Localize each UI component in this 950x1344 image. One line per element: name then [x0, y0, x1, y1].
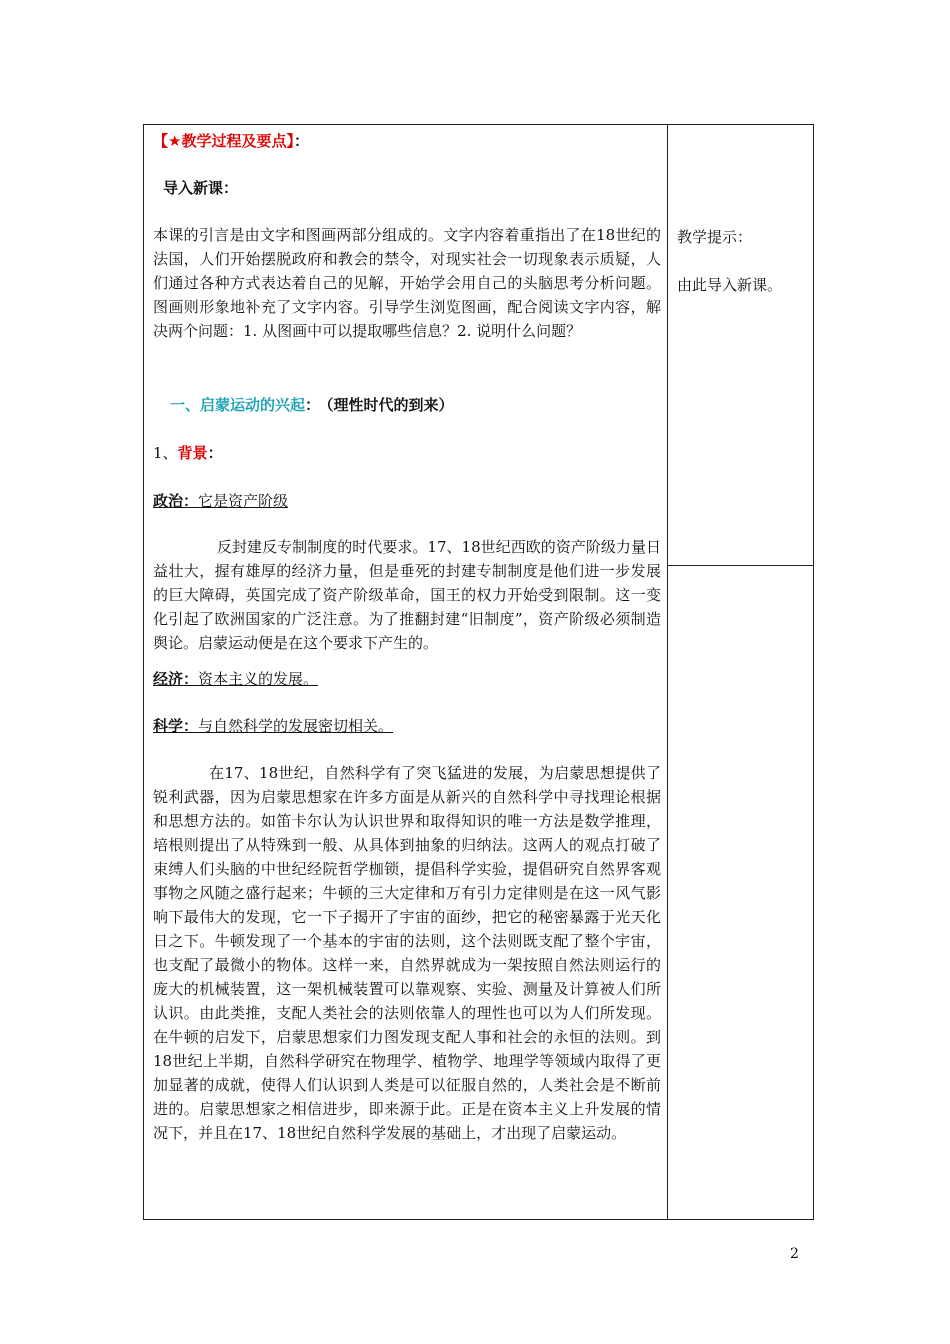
- background-heading: 1、背景：: [153, 444, 223, 462]
- side-note-title: 教学提示：: [677, 228, 753, 246]
- science-paragraph: 在17、18世纪，自然科学有了突飞猛进的发展，为启蒙思想提供了锐利武器，因为启蒙思想家在许多方面是从新兴的自然科学中寻找理论根据和思想方法的。如笛卡尔认为认识世界和取得知识的唯一方法是数学推理，培根则提出了从特殊到一般、从具体到抽象的归纳法。这两人的观点打破了束缚人们头脑的中世纪经院哲学枷锁，提倡科学实验，提倡研究自然界客观事物之风随之盛行起来；牛顿的三大定律和万有引力定律则是在这一风气影响下最伟大的发现，它一下子揭开了宇宙的面纱，把它的秘密暴露于光天化日之下。牛顿发现了一个基本的宇宙的法则，这个法则既支配了整个宇宙，也支配了最微小的物体。这样一来，自然界就成为一架按照自然法则运行的庞大的机械装置，这一架机械装置可以靠观察、实验、测量及计算被人们所认识。由此类推，支配人类社会的法则依靠人的理性也可以为人们所发现。在牛顿的启发下，启蒙思想家们力图发现支配人事和社会的永恒的法则。到18世纪上半期，自然科学研究在物理学、植物学、地理学等领域内取得了更加显著的成就，使得人们认识到人类是可以征服自然的，人类社会是不断前进的。启蒙思想家之相信进步，即来源于此。正是在资本主义上升发展的情况下，并且在17、18世纪自然科学发展的基础上，才出现了启蒙运动。: [153, 764, 661, 1142]
- lesson-table: [143, 124, 814, 1220]
- side-note-text: 由此导入新课。: [677, 276, 783, 294]
- side-row-divider: [667, 565, 814, 566]
- intro-heading: 导入新课：: [163, 179, 239, 197]
- science-line: 科学：与自然科学的发展密切相关。: [153, 717, 394, 735]
- part-one-heading: 一、启蒙运动的兴起： （理性时代的到来）: [170, 396, 454, 414]
- section-header: 【★教学过程及要点】：: [153, 132, 309, 150]
- page-number: 2: [790, 1246, 799, 1262]
- politics-paragraph: 反封建反专制制度的时代要求。17、18世纪西欧的资产阶级力量日益壮大，握有雄厚的经济力量，但是垂死的封建专制制度是他们进一步发展的巨大障碍，英国完成了资产阶级革命，国王的权力开始受到限制。这一变化引起了欧洲国家的广泛注意。为了推翻封建“旧制度”，资产阶级必须制造舆论。启蒙运动便是在这个要求下产生的。: [153, 538, 661, 652]
- column-divider: [667, 125, 668, 1219]
- politics-line: 政治：它是资产阶级: [153, 492, 289, 510]
- economy-line: 经济：资本主义的发展。: [153, 670, 319, 688]
- intro-paragraph: 本课的引言是由文字和图画两部分组成的。文字内容着重指出了在18世纪的法国，人们开始摆脱政府和教会的禁令，对现实社会一切现象表示质疑，人们通过各种方式表达着自己的见解，开始学会用自己的头脑思考分析问题。图画则形象地补充了文字内容。引导学生浏览图画，配合阅读文字内容，解决两个问题：1. 从图画中可以提取哪些信息？2. 说明什么问题？: [153, 226, 661, 340]
